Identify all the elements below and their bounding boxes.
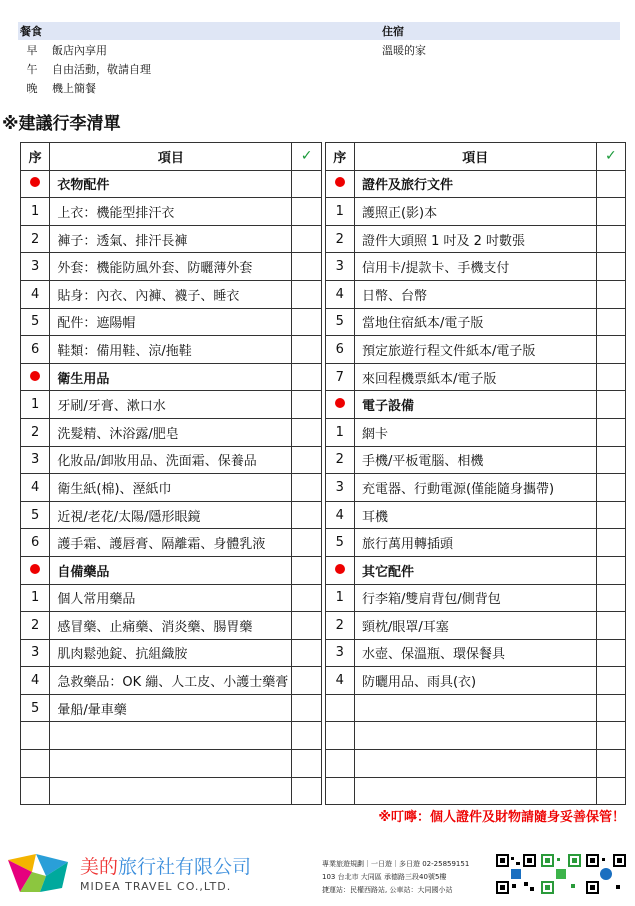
check-box-cell[interactable] <box>596 363 625 391</box>
item-cell: 網卡 <box>354 418 596 446</box>
check-box-cell[interactable] <box>292 225 321 253</box>
seq-cell: 5 <box>21 694 50 722</box>
table-row <box>21 308 626 336</box>
check-box-cell[interactable] <box>292 777 321 805</box>
meal-key: 晚 <box>26 81 38 95</box>
seq-cell: 4 <box>21 280 50 308</box>
check-box-cell[interactable] <box>292 722 321 750</box>
brand-red: 美的 <box>80 856 119 878</box>
meal-key: 早 <box>26 43 38 57</box>
meal-row <box>18 40 620 59</box>
red-bullet-icon <box>30 177 40 187</box>
check-box-cell[interactable] <box>292 198 321 226</box>
check-box-cell[interactable] <box>596 446 625 474</box>
item-cell: 外套：機能防風外套、防曬薄外套 <box>50 253 292 281</box>
item-cell: 證件大頭照 1 吋及 2 吋數張 <box>354 225 596 253</box>
seq-cell: 3 <box>325 474 354 502</box>
check-box-cell[interactable] <box>292 253 321 281</box>
qr-code-icon[interactable] <box>496 854 536 894</box>
red-bullet-icon <box>335 398 345 408</box>
item-cell <box>50 777 292 805</box>
seq-cell: 1 <box>21 198 50 226</box>
seq-cell: 4 <box>21 667 50 695</box>
table-row <box>21 584 626 612</box>
seq-cell: 5 <box>21 308 50 336</box>
seq-cell: 4 <box>325 501 354 529</box>
item-cell: 信用卡/提款卡、手機支付 <box>354 253 596 281</box>
brand-blue: 旅行社有限公司 <box>118 856 252 878</box>
table-row <box>21 391 626 419</box>
table-row <box>21 363 626 391</box>
category-cell: 自備藥品 <box>50 556 292 584</box>
seq-cell <box>325 391 354 419</box>
meal-row <box>18 59 620 78</box>
item-cell <box>50 750 292 778</box>
seq-cell: 3 <box>21 639 50 667</box>
item-cell: 當地住宿紙本/電子版 <box>354 308 596 336</box>
table-row <box>21 556 626 584</box>
item-cell: 手機/平板電腦、相機 <box>354 446 596 474</box>
contact-line: 捷運站：民權西路站, 公車站：大同國小站 <box>322 886 453 894</box>
check-box-cell[interactable] <box>596 170 625 198</box>
section-title: ※建議行李清單 <box>2 114 121 134</box>
seq-cell: 4 <box>21 474 50 502</box>
seq-cell: 2 <box>325 225 354 253</box>
check-box-cell[interactable] <box>292 529 321 557</box>
item-cell: 鞋類：備用鞋、涼/拖鞋 <box>50 336 292 364</box>
item-cell: 個人常用藥品 <box>50 584 292 612</box>
check-box-cell[interactable] <box>292 446 321 474</box>
footer <box>0 840 635 906</box>
item-cell: 近視/老花/太陽/隱形眼鏡 <box>50 501 292 529</box>
item-cell: 急救藥品：OK 繃、人工皮、小護士藥膏 <box>50 667 292 695</box>
reminder-note: ※叮嚀：個人證件及財物請隨身妥善保管！ <box>378 810 625 825</box>
table-row <box>21 667 626 695</box>
table-row <box>21 612 626 640</box>
meal-value: 飯店內享用 <box>52 43 107 57</box>
check-box-cell[interactable] <box>292 418 321 446</box>
seq-cell: 3 <box>325 639 354 667</box>
item-cell: 牙刷/牙膏、漱口水 <box>50 391 292 419</box>
meal-value: 機上簡餐 <box>52 81 96 95</box>
table-row <box>21 418 626 446</box>
item-cell <box>354 722 596 750</box>
table-row <box>21 280 626 308</box>
check-box-cell[interactable] <box>596 391 625 419</box>
check-box-cell[interactable] <box>292 694 321 722</box>
item-cell: 暈船/暈車藥 <box>50 694 292 722</box>
table-header-row <box>21 143 626 171</box>
table-row <box>21 446 626 474</box>
category-cell: 電子設備 <box>354 391 596 419</box>
seq-cell: 1 <box>325 418 354 446</box>
item-cell: 貼身：內衣、內褲、襪子、睡衣 <box>50 280 292 308</box>
item-cell: 化妝品/卸妝用品、洗面霜、保養品 <box>50 446 292 474</box>
seq-cell <box>21 170 50 198</box>
checkmark-icon: ✓ <box>300 148 313 165</box>
item-cell: 感冒藥、止痛藥、消炎藥、腸胃藥 <box>50 612 292 640</box>
category-cell: 證件及旅行文件 <box>354 170 596 198</box>
seq-cell <box>21 777 50 805</box>
seq-cell: 1 <box>21 584 50 612</box>
seq-cell: 3 <box>325 253 354 281</box>
seq-cell: 2 <box>21 225 50 253</box>
item-cell: 水壺、保溫瓶、環保餐具 <box>354 639 596 667</box>
seq-cell: 2 <box>21 612 50 640</box>
table-row <box>21 170 626 198</box>
checkmark-icon: ✓ <box>604 148 617 165</box>
check-box-cell[interactable] <box>596 308 625 336</box>
seq-cell <box>325 777 354 805</box>
check-box-cell[interactable] <box>292 308 321 336</box>
check-box-cell[interactable] <box>596 750 625 778</box>
check-box-cell[interactable] <box>292 639 321 667</box>
red-bullet-icon <box>30 564 40 574</box>
red-bullet-icon <box>335 564 345 574</box>
item-header: 項目 <box>354 143 596 171</box>
item-cell: 防曬用品、雨具(衣) <box>354 667 596 695</box>
contact-line: 103 台北市 大同區 承德路三段40號5樓 <box>322 873 447 881</box>
seq-cell: 7 <box>325 363 354 391</box>
meal-header-label: 餐食 <box>20 25 42 38</box>
company-logo <box>6 852 70 894</box>
seq-cell <box>21 363 50 391</box>
item-cell: 來回程機票紙本/電子版 <box>354 363 596 391</box>
item-cell: 行李箱/雙肩背包/側背包 <box>354 584 596 612</box>
check-box-cell[interactable] <box>596 694 625 722</box>
table-row <box>21 750 626 778</box>
check-box-cell[interactable] <box>292 336 321 364</box>
check-box-cell[interactable] <box>596 280 625 308</box>
seq-cell: 2 <box>325 612 354 640</box>
line-qr-code-icon[interactable] <box>541 854 581 894</box>
meal-row <box>18 78 620 97</box>
seq-cell: 5 <box>325 308 354 336</box>
check-box-cell[interactable] <box>292 750 321 778</box>
check-box-cell[interactable] <box>292 501 321 529</box>
seq-cell: 6 <box>325 336 354 364</box>
check-box-cell[interactable] <box>596 474 625 502</box>
meal-value: 自由活動，敬請自理 <box>52 62 151 76</box>
check-header <box>596 143 625 171</box>
check-box-cell[interactable] <box>292 667 321 695</box>
seq-cell <box>325 750 354 778</box>
item-cell: 耳機 <box>354 501 596 529</box>
seq-cell <box>325 170 354 198</box>
check-box-cell[interactable] <box>292 556 321 584</box>
item-cell: 配件：遮陽帽 <box>50 308 292 336</box>
seq-cell: 4 <box>325 280 354 308</box>
category-cell: 衛生用品 <box>50 363 292 391</box>
table-row <box>21 777 626 805</box>
meal-table <box>18 22 620 97</box>
item-cell: 護照正(影)本 <box>354 198 596 226</box>
check-box-cell[interactable] <box>596 667 625 695</box>
item-cell <box>354 694 596 722</box>
check-box-cell[interactable] <box>596 556 625 584</box>
stay-header-label: 住宿 <box>382 25 404 38</box>
seq-cell: 4 <box>325 667 354 695</box>
item-cell: 護手霜、護唇膏、隔離霜、身體乳液 <box>50 529 292 557</box>
seq-cell: 5 <box>21 501 50 529</box>
item-cell: 旅行萬用轉插頭 <box>354 529 596 557</box>
table-row <box>21 336 626 364</box>
qr-code-icon[interactable] <box>586 854 626 894</box>
seq-cell: 3 <box>21 253 50 281</box>
check-box-cell[interactable] <box>596 225 625 253</box>
seq-header: 序 <box>21 143 50 171</box>
seq-cell <box>325 556 354 584</box>
seq-cell <box>325 694 354 722</box>
item-header: 項目 <box>50 143 292 171</box>
seq-cell <box>325 722 354 750</box>
item-cell <box>354 777 596 805</box>
contact-line: 專業旅遊規劃｜一日遊｜多日遊 02-25859151 <box>322 860 470 868</box>
table-row <box>21 198 626 226</box>
seq-cell <box>21 556 50 584</box>
table-row <box>21 529 626 557</box>
table-row <box>21 225 626 253</box>
table-row <box>21 253 626 281</box>
item-cell <box>354 750 596 778</box>
item-cell: 衛生紙(棉)、溼紙巾 <box>50 474 292 502</box>
check-box-cell[interactable] <box>596 584 625 612</box>
seq-cell <box>21 750 50 778</box>
check-box-cell[interactable] <box>596 418 625 446</box>
meal-header <box>18 22 620 40</box>
check-box-cell[interactable] <box>292 280 321 308</box>
item-cell <box>50 722 292 750</box>
seq-cell: 1 <box>325 198 354 226</box>
item-cell: 充電器、行動電源(僅能隨身攜帶) <box>354 474 596 502</box>
seq-cell: 6 <box>21 336 50 364</box>
red-bullet-icon <box>335 177 345 187</box>
item-cell: 頸枕/眼罩/耳塞 <box>354 612 596 640</box>
item-cell: 日幣、台幣 <box>354 280 596 308</box>
item-cell: 預定旅遊行程文件紙本/電子版 <box>354 336 596 364</box>
packing-list-table <box>20 142 626 805</box>
meal-key: 午 <box>26 62 38 76</box>
seq-cell: 2 <box>325 446 354 474</box>
check-box-cell[interactable] <box>596 529 625 557</box>
table-row <box>21 639 626 667</box>
table-row <box>21 474 626 502</box>
check-box-cell[interactable] <box>596 722 625 750</box>
table-row <box>21 694 626 722</box>
check-box-cell[interactable] <box>596 777 625 805</box>
check-header <box>292 143 321 171</box>
category-cell: 衣物配件 <box>50 170 292 198</box>
item-cell: 洗髮精、沐浴露/肥皂 <box>50 418 292 446</box>
check-box-cell[interactable] <box>596 639 625 667</box>
stay-value: 溫暖的家 <box>382 43 426 57</box>
item-cell: 褲子：透氣、排汗長褲 <box>50 225 292 253</box>
check-box-cell[interactable] <box>596 253 625 281</box>
table-row <box>21 501 626 529</box>
check-box-cell[interactable] <box>292 363 321 391</box>
seq-cell: 2 <box>21 418 50 446</box>
seq-cell <box>21 722 50 750</box>
category-cell: 其它配件 <box>354 556 596 584</box>
seq-cell: 3 <box>21 446 50 474</box>
seq-header: 序 <box>325 143 354 171</box>
check-box-cell[interactable] <box>292 584 321 612</box>
seq-cell: 6 <box>21 529 50 557</box>
contact-info <box>322 858 494 897</box>
check-box-cell[interactable] <box>292 170 321 198</box>
check-box-cell[interactable] <box>596 612 625 640</box>
check-box-cell[interactable] <box>596 336 625 364</box>
check-box-cell[interactable] <box>292 474 321 502</box>
check-box-cell[interactable] <box>292 612 321 640</box>
seq-cell: 1 <box>21 391 50 419</box>
table-body <box>21 170 626 805</box>
table-row <box>21 722 626 750</box>
check-box-cell[interactable] <box>596 198 625 226</box>
company-name <box>80 852 251 879</box>
seq-cell: 5 <box>325 529 354 557</box>
seq-cell: 1 <box>325 584 354 612</box>
item-cell: 肌肉鬆弛錠、抗組織胺 <box>50 639 292 667</box>
check-box-cell[interactable] <box>596 501 625 529</box>
check-box-cell[interactable] <box>292 391 321 419</box>
red-bullet-icon <box>30 371 40 381</box>
item-cell: 上衣：機能型排汗衣 <box>50 198 292 226</box>
company-name-en: MIDEA TRAVEL CO.,LTD. <box>80 880 232 893</box>
